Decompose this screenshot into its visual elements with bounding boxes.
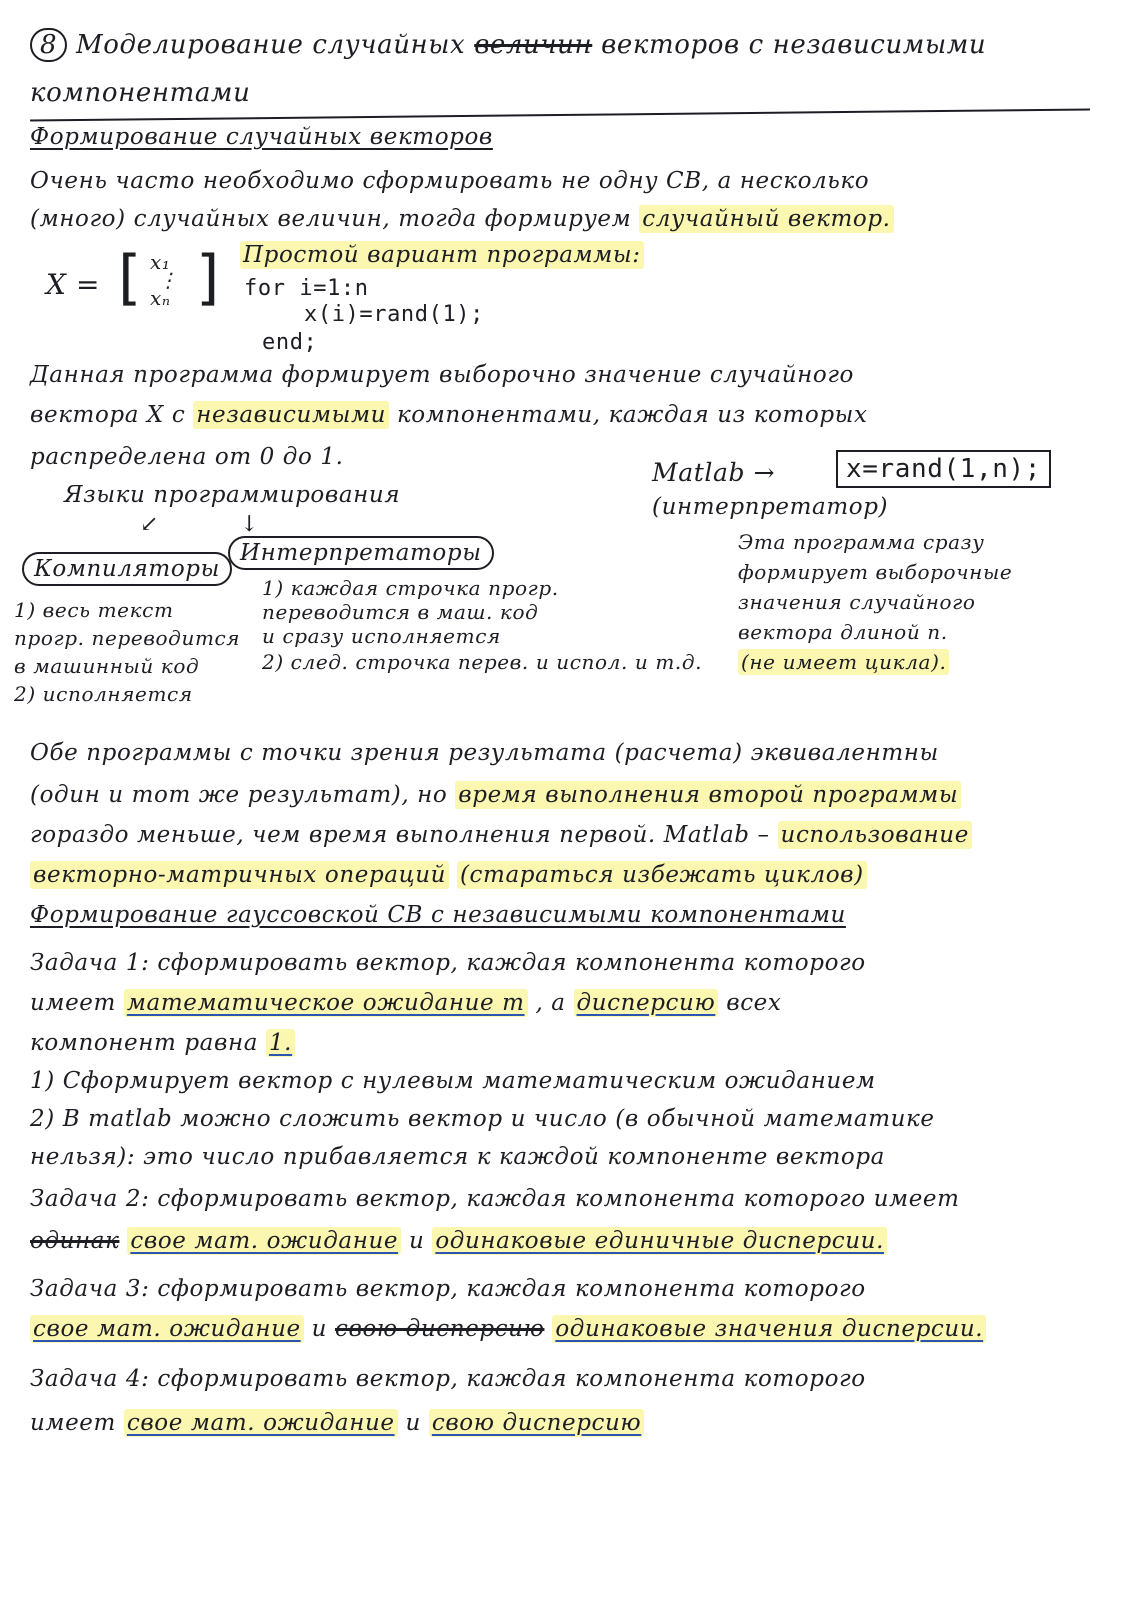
compilers-item-1: 1) весь текст [14, 598, 174, 622]
matlab-note-4: вектора длиной n. [738, 620, 948, 644]
gaussian-heading: Формирование гауссовской СВ с независимыми компонентами [30, 902, 846, 928]
section-heading: Формирование случайных векторов [30, 124, 493, 150]
vector-top: x₁ [150, 250, 171, 274]
matlab-interpreter: (интерпретатор) [652, 494, 889, 520]
matlab-code-box: x=rand(1,n); [836, 450, 1051, 488]
title-text-b: векторов с независимыми [601, 30, 987, 60]
paragraph-2-line-2: вектора X с независимыми компонентами, каждая из которых [30, 402, 868, 428]
task-1-line-1: Задача 1: сформировать вектор, каждая компонента которого [30, 950, 866, 976]
step-2-line-2: нельзя): это число прибавляется к каждой компоненте вектора [30, 1144, 885, 1170]
title-struck-word: величин [474, 30, 593, 60]
languages-label: Языки программирования [64, 482, 401, 508]
task-2-line-2: одинак свое мат. ожидание и одинаковые единичные дисперсии. [30, 1228, 887, 1254]
matlab-note-2: формирует выборочные [738, 560, 1013, 584]
task-1-line-2: имеет математическое ожидание m , а дисперсию всех [30, 990, 782, 1016]
highlight-expectation: математическое ожидание m [124, 989, 528, 1017]
vector-lhs: X = [46, 268, 101, 301]
vector-bot: xₙ [150, 286, 171, 310]
task-2-line-1: Задача 2: сформировать вектор, каждая компонента которого имеет [30, 1186, 960, 1212]
comparison-line-2: (один и тот же результат), но время выполнения второй программы [30, 782, 961, 808]
arrow-down-icon: ↓ [240, 512, 259, 537]
highlight-vector-ops: векторно-матричных операций [30, 861, 449, 889]
matlab-note-1: Эта программа сразу [738, 530, 985, 554]
highlight-independent: независимыми [193, 401, 389, 429]
task-3-line-2: свое мат. ожидание и свою дисперсию одинаковые значения дисперсии. [30, 1316, 986, 1342]
task-4-line-2: имеет свое мат. ожидание и свою дисперсию [30, 1410, 644, 1436]
task-4-line-1: Задача 4: сформировать вектор, каждая компонента которого [30, 1366, 866, 1392]
vector-mid: ⋮ [158, 268, 179, 292]
compilers-item-2: прогр. переводится [14, 626, 241, 650]
interpreters-item-4: 2) след. строчка перев. и испол. и т.д. [262, 650, 703, 674]
title-line-1 [30, 30, 986, 60]
paragraph-1-line-1: Очень часто необходимо сформировать не одну СВ, а несколько [30, 168, 870, 194]
title-text-a: Моделирование случайных [76, 30, 466, 60]
title-line-2: компонентами [30, 78, 251, 108]
comparison-line-4: векторно-матричных операций (стараться избежать циклов) [30, 862, 867, 888]
program-title: Простой вариант программы: [240, 242, 644, 268]
highlight-dispersion: дисперсию [574, 989, 719, 1017]
arrow-down-left-icon: ↙ [140, 512, 159, 537]
compilers-item-4: 2) исполняется [14, 682, 193, 706]
code-line-3: end; [262, 330, 318, 355]
comparison-line-3: гораздо меньше, чем время выполнения первой. Matlab – использование [30, 822, 972, 848]
bracket-right-icon: ] [196, 243, 220, 313]
step-1: 1) Сформирует вектор с нулевым математическим ожиданием [30, 1068, 876, 1094]
code-line-1: for i=1:n [244, 276, 369, 301]
step-2-line-1: 2) В matlab можно сложить вектор и число (в обычной математике [30, 1106, 935, 1132]
matlab-label: Matlab → [652, 458, 776, 487]
highlight-random-vector: случайный вектор. [639, 205, 893, 233]
highlight-exec-time: время выполнения второй программы [455, 781, 961, 809]
bracket-left-icon: [ [118, 243, 142, 313]
task-3-line-1: Задача 3: сформировать вектор, каждая компонента которого [30, 1276, 866, 1302]
compilers-item-3: в машинный код [14, 654, 200, 678]
interpreters-label: Интерпретаторы [228, 540, 494, 566]
paragraph-2-line-1: Данная программа формирует выборочно значение случайного [30, 362, 854, 388]
code-line-2: x(i)=rand(1); [304, 302, 484, 327]
paragraph-2-line-3: распределена от 0 до 1. [30, 444, 344, 470]
matlab-note-5: (не имеет цикла). [738, 650, 949, 674]
title-divider [30, 108, 1090, 121]
interpreters-item-2: переводится в маш. код [262, 600, 539, 624]
task-1-line-3: компонент равна 1. [30, 1030, 295, 1056]
compilers-label: Компиляторы [22, 556, 232, 582]
section-number: 8 [30, 28, 67, 62]
interpreters-item-3: и сразу исполняется [262, 624, 501, 648]
paragraph-1-line-2: (много) случайных величин, тогда формируем случайный вектор. [30, 206, 894, 232]
interpreters-item-1: 1) каждая строчка прогр. [262, 576, 559, 600]
comparison-line-1: Обе программы с точки зрения результата (расчета) эквивалентны [30, 740, 939, 766]
matlab-note-3: значения случайного [738, 590, 976, 614]
